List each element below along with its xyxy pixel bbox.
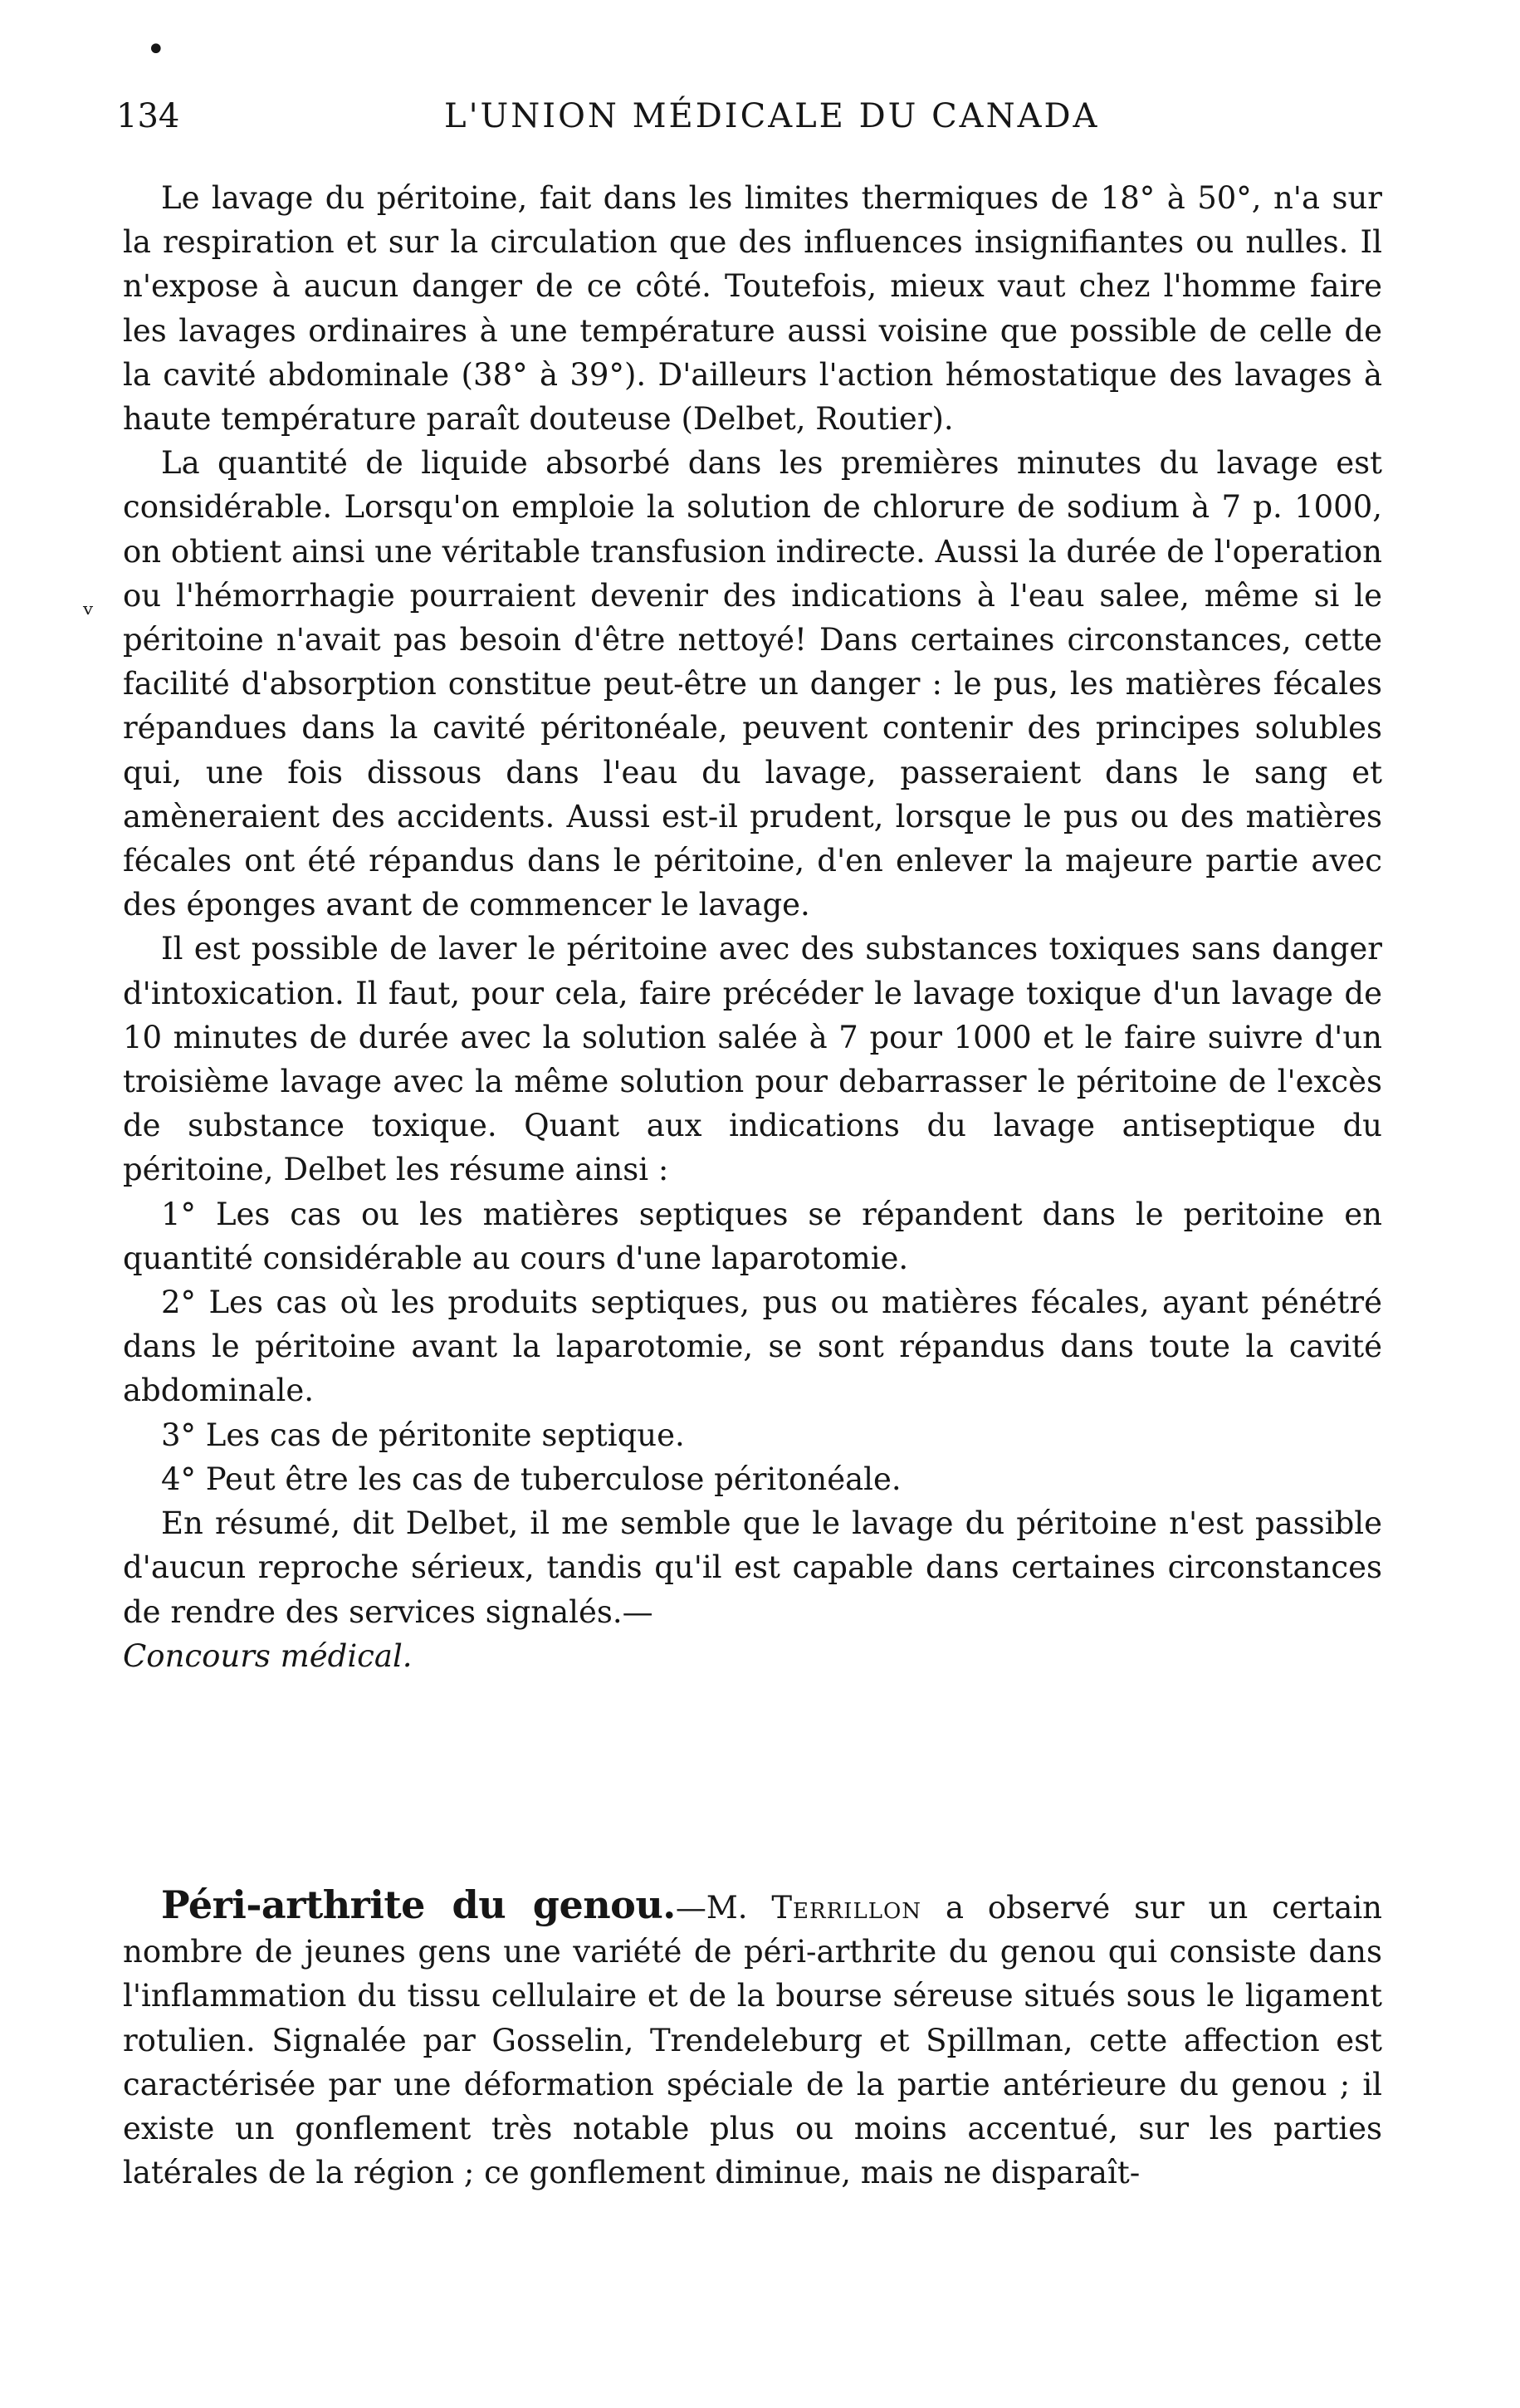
- indication-2: 2° Les cas où les produits septiques, pus ou matières fécales, ayant pénétré dans le péritoine avant la laparotomie, se sont répandus dans toute la cavité abdominale.: [123, 1285, 1382, 1409]
- paragraph-summary: En résumé, dit Delbet, il me semble que le lavage du péritoine n'est passible d'aucun reproche sérieux, tandis qu'il est capable dans certaines circonstances de rendre des services signalés.—: [123, 1505, 1382, 1630]
- indication-1: 1° Les cas ou les matières septiques se répandent dans le peritoine en quantité considérable au cours d'une laparotomie.: [123, 1196, 1382, 1276]
- indication-3: 3° Les cas de péritonite septique.: [161, 1417, 685, 1453]
- margin-mark: ᵛ: [83, 598, 94, 631]
- section-dash: —M.: [675, 1890, 772, 1926]
- source-line: [123, 1634, 1382, 1678]
- article-body: [123, 176, 1382, 1678]
- running-header: [116, 90, 1378, 143]
- section-author: Terrillon: [771, 1890, 922, 1926]
- paragraph-toxic-lavage: Il est possible de laver le péritoine avec des substances toxiques sans danger d'intoxication. Il faut, pour cela, faire précéder le lavage toxique d'un lavage de 10 minutes de durée avec la solution salée à 7 pour 1000 et le faire suivre d'un troisième lavage avec la même solution pour debarrasser le péritoine de l'excès de substance toxique. Quant aux indications du lavage antiseptique du péritoine, Delbet les résume ainsi :: [123, 931, 1382, 1188]
- section-peri-arthrite: [123, 1883, 1382, 2195]
- page-number: 134: [116, 97, 180, 135]
- indication-4: 4° Peut être les cas de tuberculose péritonéale.: [161, 1461, 902, 1497]
- section-text: a observé sur un certain nombre de jeunes gens une variété de péri-arthrite du genou qui consiste dans l'inflammation du tissu cellulaire et de la bourse séreuse situés sous le ligament rotulien. Signalée par Gosselin, Trendeleburg et Spillman, cette affection est caractérisée par une déformation spéciale de la partie antérieure du genou ; il existe un gonflement très notable plus ou moins accentué, sur les parties latérales de la région ; ce gonflement diminue, mais ne disparaît-: [123, 1890, 1382, 2191]
- margin-dot: •: [146, 31, 166, 69]
- section-paragraph: [123, 1883, 1382, 2195]
- paragraph-absorption: La quantité de liquide absorbé dans les premières minutes du lavage est considérable. Lorsqu'on emploie la solution de chlorure de sodium à 7 p. 1000, on obtient ainsi une véritable transfusion indirecte. Aussi la durée de l'operation ou l'hémorrhagie pourraient devenir des indications à l'eau salee, même si le péritoine n'avait pas besoin d'être nettoyé! Dans certaines circonstances, cette facilité d'absorption constitue peut-être un danger : le pus, les matières fécales répandues dans la cavité péritonéale, peuvent contenir des principes solubles qui, une fois dissous dans l'eau du lavage, passeraient dans le sang et amèneraient des accidents. Aussi est-il prudent, lorsque le pus ou des matières fécales ont été répandus dans le péritoine, d'en enlever la majeure partie avec des éponges avant de commencer le lavage.: [123, 445, 1382, 923]
- paragraph-temperature: Le lavage du péritoine, fait dans les limites thermiques de 18° à 50°, n'a sur la respiration et sur la circulation que des influences insignifiantes ou nulles. Il n'expose à aucun danger de ce côté. Toutefois, mieux vaut chez l'homme faire les lavages ordinaires à une température aussi voisine que possible de celle de la cavité abdominale (38° à 39°). D'ailleurs l'action hémostatique des lavages à haute température paraît douteuse (Delbet, Routier).: [123, 180, 1382, 438]
- source-signature: Concours médical.: [123, 1637, 413, 1674]
- section-title: Péri-arthrite du genou.: [161, 1882, 676, 1927]
- running-title: L'UNION MÉDICALE DU CANADA: [444, 97, 1100, 135]
